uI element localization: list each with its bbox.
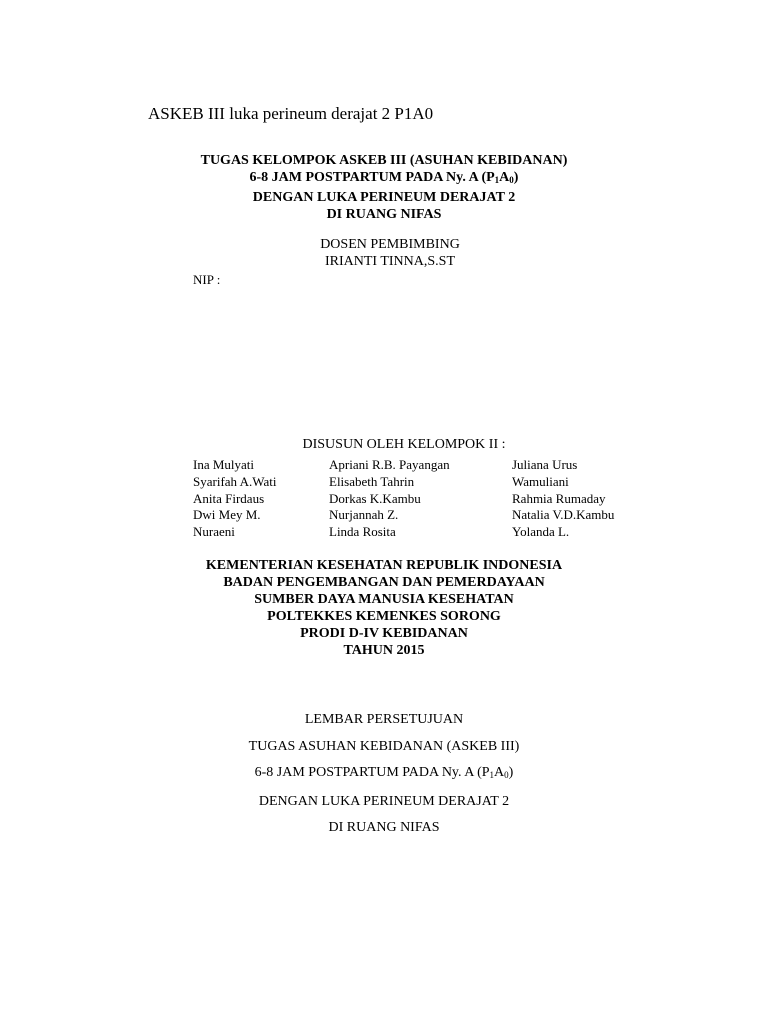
member-name: Syarifah A.Wati <box>193 473 277 489</box>
institution-line-4: POLTEKKES KEMENKES SORONG <box>267 609 501 624</box>
member-list <box>0 457 768 541</box>
member-row <box>0 474 768 491</box>
member-name: Nurjannah Z. <box>329 507 399 523</box>
supervisor-name: IRIANTI TINNA,S.ST <box>324 254 455 269</box>
member-row <box>0 507 768 524</box>
group-heading: DISUSUN OLEH KELOMPOK II : <box>302 437 506 452</box>
member-row <box>0 457 768 474</box>
approval-heading: LEMBAR PERSETUJUAN <box>304 712 464 727</box>
member-name: Yolanda L. <box>512 524 570 540</box>
member-row <box>0 491 768 508</box>
assignment-title-block <box>0 152 768 223</box>
member-name: Dwi Mey M. <box>193 507 261 523</box>
approval-line-4: DENGAN LUKA PERINEUM DERAJAT 2 <box>258 793 510 809</box>
institution-line-2: BADAN PENGEMBANGAN DAN PEMERDAYAAN <box>223 575 545 590</box>
institution-line-3: SUMBER DAYA MANUSIA KESEHATAN <box>254 592 514 607</box>
title-line-3: DENGAN LUKA PERINEUM DERAJAT 2 <box>252 190 516 205</box>
member-row <box>0 524 768 541</box>
member-name: Elisabeth Tahrin <box>329 473 415 489</box>
approval-line-5: DI RUANG NIFAS <box>328 820 440 835</box>
supervisor-label: DOSEN PEMBIMBING <box>320 237 460 252</box>
title-line-2: 6-8 JAM POSTPARTUM PADA Ny. A $(P_1A_0)$ <box>249 170 519 185</box>
member-name: Nuraeni <box>193 524 235 540</box>
member-name: Ina Mulyati <box>193 457 255 472</box>
title-line-1: TUGAS KELOMPOK ASKEB III (ASUHAN KEBIDANAN) <box>200 153 568 168</box>
institution-line-1: KEMENTERIAN KESEHATAN REPUBLIK INDONESIA <box>205 558 563 573</box>
member-name: Apriani R.B. Payangan <box>329 457 450 472</box>
supervisor-block <box>6 236 768 270</box>
member-name: Wamuliani <box>512 473 569 489</box>
member-name: Anita Firdaus <box>193 490 265 506</box>
title-line-4: DI RUANG NIFAS <box>326 207 442 222</box>
member-name: Natalia V.D.Kambu <box>512 507 615 523</box>
institution-block <box>0 557 768 659</box>
document-title: ASKEB III luka perineum derajat 2 P1A0 <box>148 104 434 123</box>
institution-line-6: TAHUN 2015 <box>343 643 425 658</box>
member-name: Rahmia Rumaday <box>512 490 606 506</box>
nip-label: NIP : <box>193 272 221 287</box>
institution-line-5: PRODI D-IV KEBIDANAN <box>300 626 468 641</box>
approval-line-3: 6-8 JAM POSTPARTUM PADA Ny. A $(P_1A_0)$ <box>254 765 514 780</box>
approval-block <box>0 707 768 842</box>
member-name: Juliana Urus <box>512 457 578 472</box>
approval-line-2: TUGAS ASUHAN KEBIDANAN (ASKEB III) <box>248 738 520 754</box>
member-name: Linda Rosita <box>329 524 396 540</box>
member-name: Dorkas K.Kambu <box>329 490 421 506</box>
